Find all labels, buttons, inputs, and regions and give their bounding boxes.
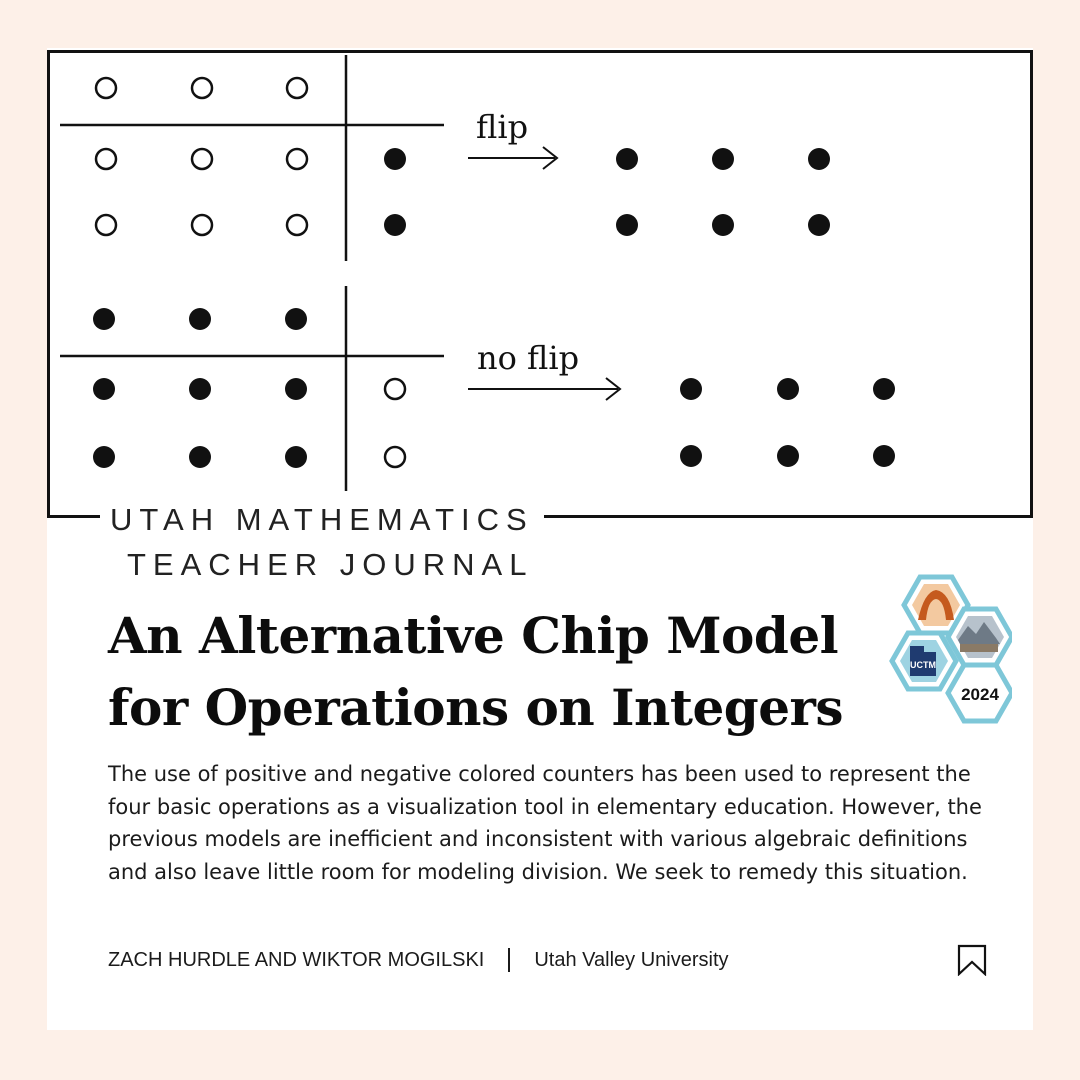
filled-chip [616,214,638,236]
mountain-hex-icon [948,609,1012,665]
filled-chip [93,308,115,330]
open-chip [287,215,307,235]
journal-name-line1: UTAH MATHEMATICS [100,503,544,537]
byline-divider [508,948,510,972]
filled-chip [873,378,895,400]
article-abstract: The use of positive and negative colored counters has been used to represent the four basic operations as a visualization tool in elementary education. However, the previous models are inefficient and inconsistent with various algebraic definitions and also leave little room for modeling division. We seek to remedy this situation. [108,762,982,884]
filled-chip [808,148,830,170]
open-chip [192,149,212,169]
filled-chip [873,445,895,467]
uctm-label: UCTM [910,660,936,670]
badge-year: 2024 [961,685,999,704]
filled-chip [680,378,702,400]
filled-chip [808,214,830,236]
uctm-hex-icon [892,633,956,689]
filled-chip [616,148,638,170]
open-chip [192,78,212,98]
authors: ZACH HURDLE AND WIKTOR MOGILSKI [108,948,485,971]
filled-chip [93,446,115,468]
filled-chip [285,378,307,400]
open-chip [192,215,212,235]
uctm-badge [888,574,1012,726]
open-chip [96,78,116,98]
article-title: An Alternative Chip Model for Operations on Integers [108,606,844,737]
filled-chip [189,446,211,468]
arrow-label-no-flip: no flip [477,339,580,377]
year-hex [948,665,1012,721]
open-chip [96,215,116,235]
filled-chip [712,148,734,170]
filled-chip [777,445,799,467]
arrow-label-flip: flip [476,108,529,146]
filled-chip [189,308,211,330]
open-chip [385,379,405,399]
chip-model-figure [47,50,1033,518]
open-chip [287,149,307,169]
affiliation: Utah Valley University [534,948,729,971]
filled-chip [384,214,406,236]
bottom-diagram [60,286,895,491]
open-chip [287,78,307,98]
filled-chip [712,214,734,236]
filled-chip [285,308,307,330]
filled-chip [680,445,702,467]
open-chip [96,149,116,169]
byline [108,946,729,974]
journal-name-line2: TEACHER JOURNAL [127,547,534,582]
filled-chip [285,446,307,468]
filled-chip [777,378,799,400]
filled-chip [384,148,406,170]
top-diagram [60,55,830,261]
chip-diagram [50,53,1030,515]
open-chip [385,447,405,467]
filled-chip [189,378,211,400]
filled-chip [93,378,115,400]
bookmark-icon[interactable] [956,944,988,976]
